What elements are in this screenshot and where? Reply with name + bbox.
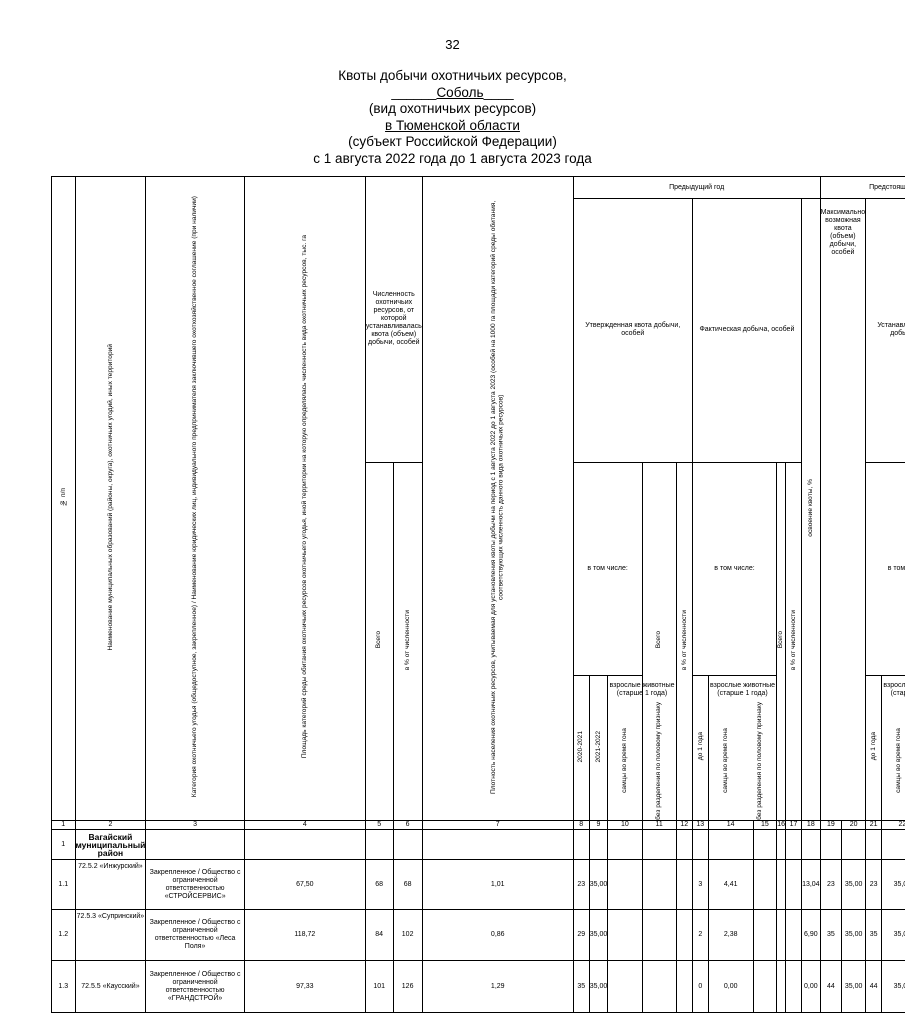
title-line-3: (вид охотничьих ресурсов): [0, 101, 905, 118]
header-fact-including: в том числе:: [692, 462, 777, 676]
header-fact-under1: до 1 года: [866, 676, 882, 821]
header-area: Площадь категорий среды обитания охотничьих ресурсов охотничьего угодья, иной территории на которую определялась численность вида охотничьих ресурсов, тыс. га: [244, 177, 365, 821]
header-prev-pct: в % от численности: [393, 462, 422, 820]
header-next-including: в том: [866, 462, 905, 676]
title-period: с 1 августа 2022 года до 1 августа 2023 года: [0, 151, 905, 168]
title-region: в Тюменской области: [0, 118, 905, 135]
resource-name: Соболь: [436, 85, 483, 100]
page-number: 32: [0, 37, 905, 52]
header-prev-total: Всего: [365, 462, 393, 820]
header-next-pct: в % от численности: [786, 462, 802, 820]
table-row: [52, 961, 905, 1013]
header-num: № п/п: [52, 177, 76, 821]
table-row: [52, 860, 905, 910]
table-row: [52, 910, 905, 961]
resource-suffix: ____: [484, 85, 514, 100]
header-territory: Наименование муниципальных образований (районы, округа), охотничьих угодий, иных территорий: [75, 177, 146, 821]
header-fact-adults: взрослые животные (старше 1 года) самцы во время гона без разделения по половому признаку: [708, 676, 777, 821]
quota-table: [51, 176, 905, 1013]
header-density: Плотность населения охотничьих ресурсов, учитываемая для установления квоты добычи на период с 1 августа 2022 до 1 августа 2023 (особей на 1000 га площади категорий среды обитания, соответствующих численность данного вида охотничьих ресурсов): [422, 177, 573, 821]
resource-prefix: ______: [391, 85, 436, 100]
header-mastery: освоение квоты, %: [802, 199, 821, 821]
header-set-quota: Устанав доб: [866, 199, 905, 463]
header-fact-pct: в % от численности: [676, 462, 692, 820]
header-next-year: Предстоя: [820, 177, 905, 199]
district-row: 1 Вагайский муниципальный район: [52, 830, 905, 860]
title-line-1: Квоты добычи охотничьих ресурсов,: [0, 68, 905, 85]
header-year-2020: 2020-2021: [573, 676, 589, 821]
header-previous-year: Предыдущий год: [573, 177, 820, 199]
header-actual-harvest: Фактическая добыча, особей: [692, 199, 801, 463]
title-line-5: (субъект Российской Федерации): [0, 134, 905, 151]
header-max-quota: Максимально возможная квота (объем) добычи, особей: [820, 199, 866, 821]
header-category: Категория охотничьего угодья (общедоступное, закрепленное) / Наименование юридических лиц, индивидуального предпринимателя заключившего охотхозяйственное соглашение (при наличии): [146, 177, 245, 821]
header-next-total: Всего: [777, 462, 786, 820]
header-fact-total: Всего: [642, 462, 676, 820]
header-approved-quota: Утвержденная квота добычи, особей: [573, 199, 692, 463]
header-prev-including: в том числе:: [573, 462, 642, 676]
header-year-2021: 2021-2022: [589, 676, 608, 821]
header-population: Численность охотничьих ресурсов, от которой устанавливалась квота (объем) добычи, особей: [365, 177, 422, 463]
document-title: [0, 68, 905, 167]
header-next-adults: взросл (ста самцы во время гона: [882, 676, 905, 821]
header-prev-under1: до 1 года: [692, 676, 708, 821]
column-number-row: 1 2 3 4 5 6 7 8 9 10 11 12 13 14 15 16 17 18 19 20 21 2: [52, 821, 905, 830]
title-resource-line: [0, 85, 905, 102]
header-prev-adults: взрослые животные (старше 1 года) самцы во время гона без разделения по половому признаку: [608, 676, 677, 821]
